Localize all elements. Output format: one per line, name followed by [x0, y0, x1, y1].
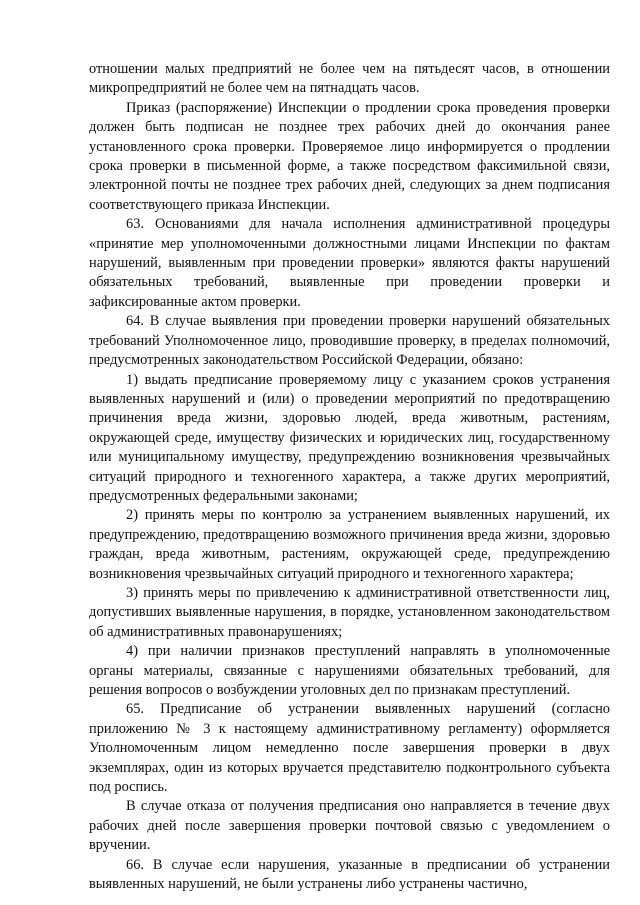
- paragraph-63: 63. Основаниями для начала исполнения административной процедуры «принятие мер уполномоченными должностными лицами Инспекции по фактам нарушений, выявленным при проведении проверки» являются факты нарушений обязательных требований, выявленные при проведении проверки и зафиксированные актом проверки.: [89, 216, 610, 310]
- document-body: [89, 60, 610, 894]
- paragraph-66: 66. В случае если нарушения, указанные в предписании об устранении выявленных нарушений, не были устранены либо устранены частично,: [89, 856, 610, 893]
- paragraph-65: 65. Предписание об устранении выявленных нарушений (согласно приложению № 3 к настоящему административному регламенту) оформляется Уполномоченным лицом немедленно после завершения проверки в двух экземплярах, один из которых вручается представителю подконтрольного субъекта под роспись.: [89, 701, 610, 796]
- list-item-2: 2) принять меры по контролю за устранением выявленных нарушений, их предупреждению, предотвращению возможного причинения вреда жизни, здоровью граждан, вреда животным, растениям, окружающей среде, предупреждению возникновения чрезвычайных ситуаций природного и техногенного характера;: [89, 507, 610, 582]
- paragraph-refusal: В случае отказа от получения предписания оно направляется в течение двух рабочих дней после завершения проверки почтовой связью с уведомлением о вручении.: [89, 798, 610, 854]
- paragraph-continuation: отношении малых предприятий не более чем на пятьдесят часов, в отношении микропредприятий не более чем на пятнадцать часов.: [89, 61, 610, 97]
- paragraph-extension-order: Приказ (распоряжение) Инспекции о продлении срока проведения проверки должен быть подписан не позднее трех рабочих дней до окончания ранее установленного срока проверки. Проверяемое лицо информируется о продлении срока проверки в письменной форме, а также посредством факсимильной связи, электронной почты не позднее трех рабочих дней, следующих за днем подписания соответствующего приказа Инспекции.: [89, 99, 610, 213]
- list-item-3: 3) принять меры по привлечению к административной ответственности лиц, допустивших выявленные нарушения, в порядке, установленном законодательством об административных правонарушениях;: [89, 584, 610, 640]
- list-item-1: 1) выдать предписание проверяемому лицу с указанием сроков устранения выявленных нарушений и (или) о проведении мероприятий по предотвращению причинения вреда жизни, здоровью людей, вреда животным, растениям, окружающей среде, имуществу физических и юридических лиц, государственному или муниципальному имуществу, предупреждению возникновения чрезвычайных ситуаций природного и техногенного характера, а также других мероприятий, предусмотренных федеральными законами;: [89, 371, 610, 504]
- paragraph-64: 64. В случае выявления при проведении проверки нарушений обязательных требований Уполномоченное лицо, проводившие проверку, в пределах полномочий, предусмотренных законодательством Российской Федерации, обязано:: [89, 313, 610, 369]
- list-item-4: 4) при наличии признаков преступлений направлять в уполномоченные органы материалы, связанные с нарушениями обязательных требований, для решения вопросов о возбуждении уголовных дел по признакам преступлений.: [89, 643, 610, 698]
